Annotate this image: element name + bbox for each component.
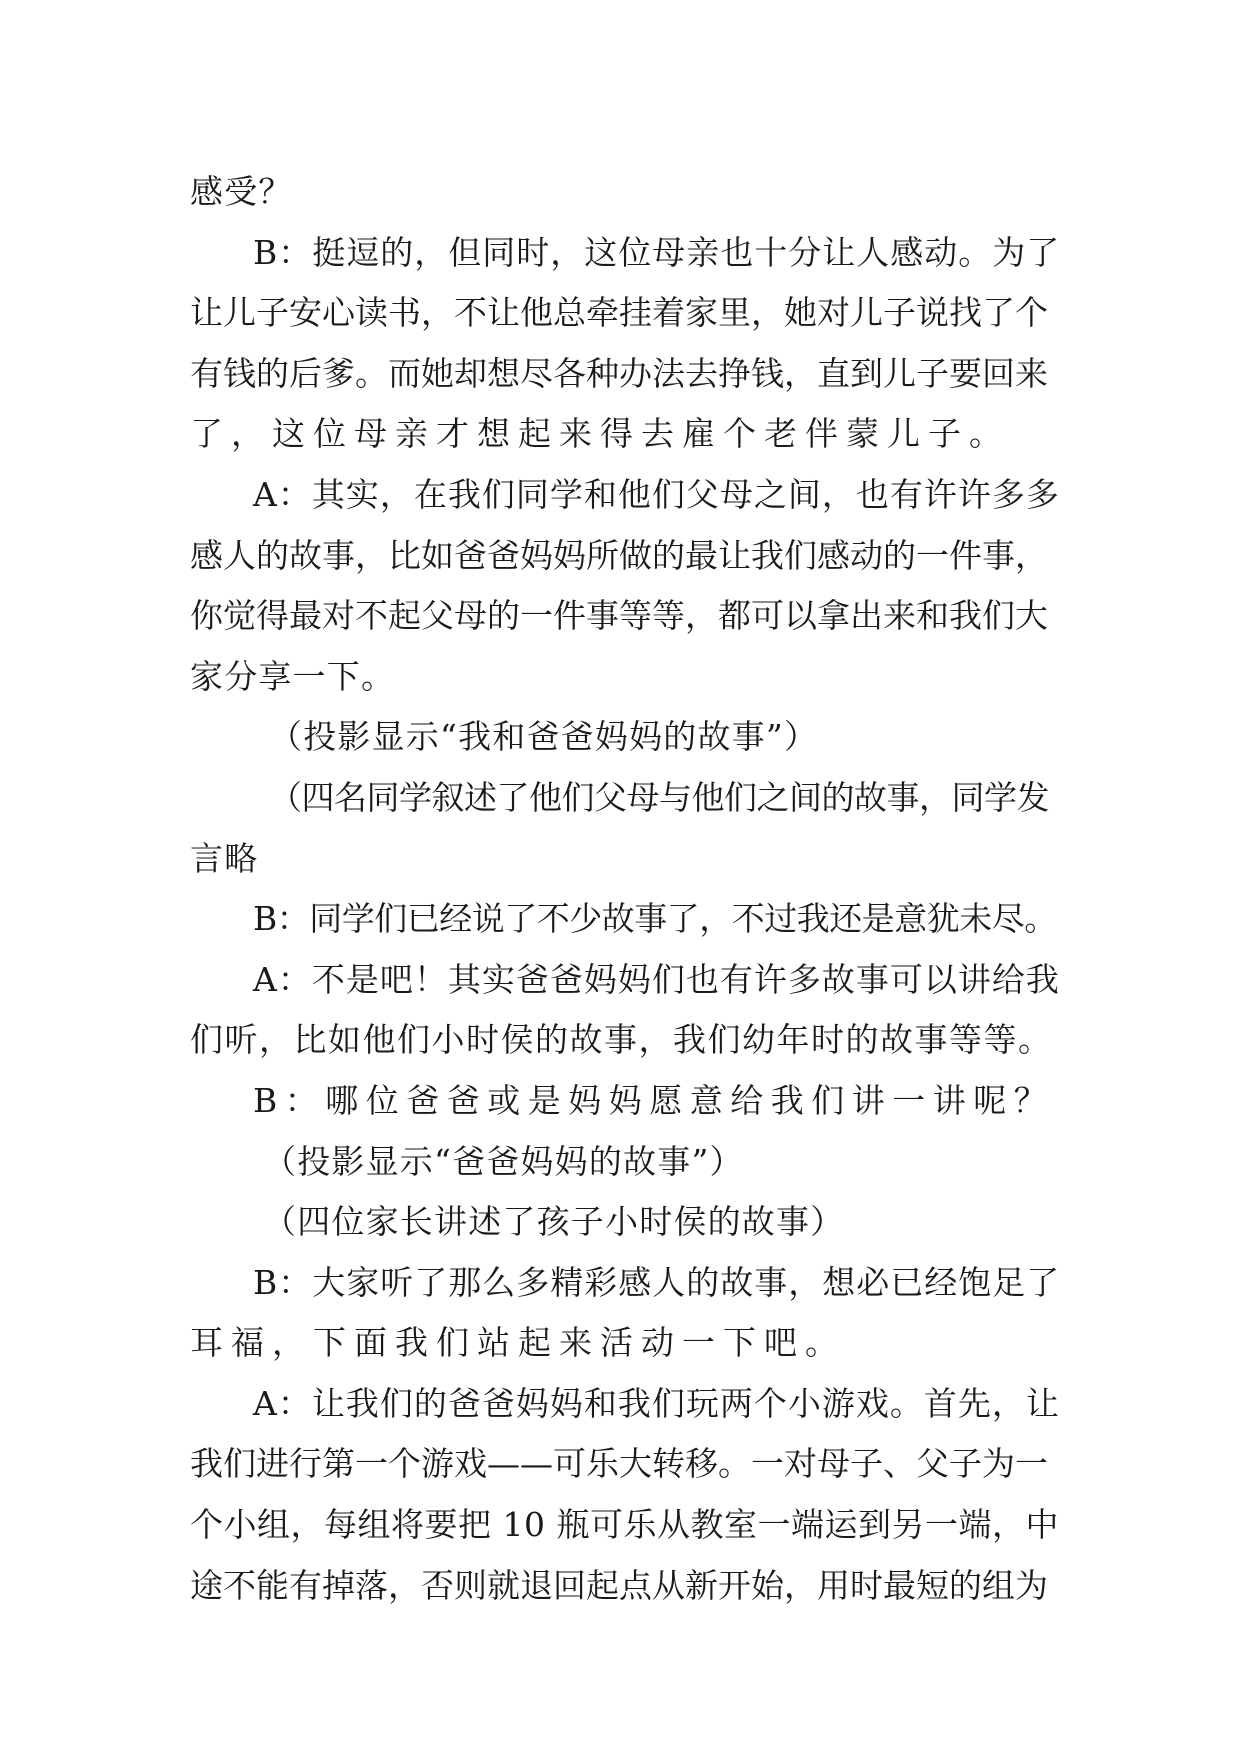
text-line: （四位家长讲述了孩子小时侯的故事） [263,1202,845,1242]
text-line: B：同学们已经说了不少故事了，不过我还是意犹未尽。 [253,899,1057,939]
text-line: 我们进行第一个游戏——可乐大转移。一对母子、父子为一 [190,1444,1048,1484]
text-line: 耳福，下面我们站起来活动一下吧。 [190,1323,846,1363]
document-body [190,162,1060,1616]
text-line: 了，这位母亲才想起来得去雇个老伴蒙儿子。 [190,414,1010,454]
text-line: （四名同学叙述了他们父母与他们之间的故事，同学发 [269,777,1049,817]
text-line: 有钱的后爹。而她却想尽各种办法去挣钱，直到儿子要回来 [190,353,1048,393]
text-line: 家分享一下。 [190,656,396,696]
text-line: 让儿子安心读书，不让他总牵挂着家里，她对儿子说找了个 [190,293,1048,333]
text-line: 途不能有掉落，否则就退回起点从新开始，用时最短的组为 [190,1565,1048,1605]
text-line: 言略 [190,838,259,878]
text-line: A：让我们的爸爸妈妈和我们玩两个小游戏。首先，让 [253,1383,1060,1423]
text-line: （投影显示“我和爸爸妈妈的故事”） [269,717,819,757]
text-line: B：哪位爸爸或是妈妈愿意给我们讲一讲呢？ [253,1080,1055,1120]
text-line: 们听，比如他们小时侯的故事，我们幼年时的故事等等。 [190,1020,1053,1060]
text-line: B：大家听了那么多精彩感人的故事，想必已经饱足了 [253,1262,1061,1302]
text-line: 你觉得最对不起父母的一件事等等，都可以拿出来和我们大 [190,596,1048,636]
text-line: A：其实，在我们同学和他们父母之间，也有许许多多 [253,474,1060,514]
text-line: 个小组，每组将要把 10 瓶可乐从教室一端运到另一端，中 [190,1505,1059,1545]
text-line: 感人的故事，比如爸爸妈妈所做的最让我们感动的一件事， [190,535,1048,575]
text-line: 感受？ [190,172,293,211]
text-line: B：挺逗的，但同时，这位母亲也十分让人感动。为了 [253,232,1061,272]
text-line: （投影显示“爸爸妈妈的故事”） [263,1141,744,1181]
text-line: A：不是吧！其实爸爸妈妈们也有许多故事可以讲给我 [253,959,1060,999]
